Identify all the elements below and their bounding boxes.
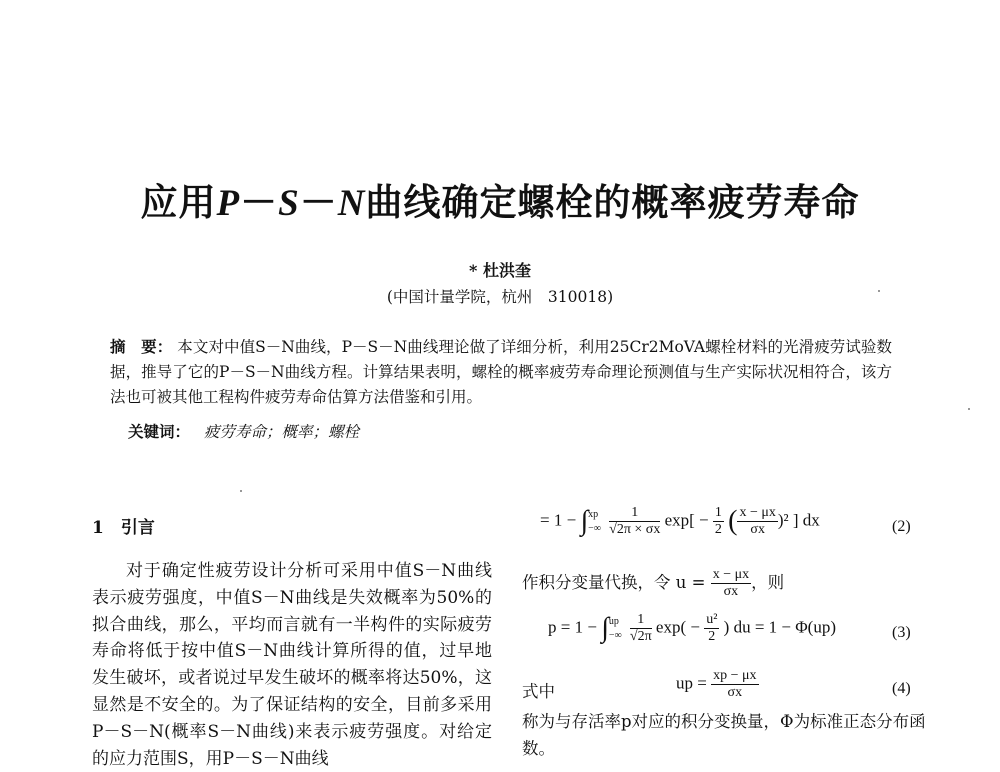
- eq3-lead: p = 1 −: [548, 617, 597, 637]
- subst-num: x − μx: [712, 567, 750, 582]
- eq2-lower: −∞: [588, 522, 601, 534]
- scan-speck: [878, 290, 880, 292]
- eq3-u-num: u²: [706, 612, 718, 627]
- eq4-frac: [711, 668, 758, 701]
- abstract-label: 摘 要：: [110, 337, 173, 356]
- eq2-half-den: 2: [714, 522, 722, 537]
- equation-2: [540, 505, 820, 538]
- subst-pre: 作积分变量代换，令 u =: [522, 573, 706, 592]
- eq2-inner-den: σx: [750, 522, 765, 537]
- equation-3: [548, 612, 836, 645]
- eq4-den: σx: [727, 685, 743, 700]
- title-dash-2: －: [299, 180, 338, 224]
- eq2-lead: = 1 −: [540, 510, 577, 530]
- eq2-inner: [737, 505, 777, 538]
- right-paragraph: 称为与存活率p对应的积分变换量，Φ为标准正态分布函数。: [522, 712, 926, 758]
- author: * 杜洪奎: [469, 261, 531, 280]
- eq4-lhs: up =: [676, 673, 707, 693]
- title-dash-1: －: [240, 180, 279, 224]
- keywords: [128, 420, 359, 442]
- title-n: N: [337, 183, 366, 224]
- paper-title: [0, 172, 1000, 226]
- keywords-value: 疲劳寿命；概率；螺栓: [204, 423, 360, 441]
- eq3-frac: [630, 612, 652, 645]
- title-p: P: [216, 183, 241, 224]
- integral-sign-icon: ∫: [580, 505, 589, 537]
- eq2-frac: [609, 505, 660, 538]
- abstract-text: 本文对中值S－N曲线，P－S－N曲线理论做了详细分析，利用25Cr2MoVA螺栓材料的光滑疲劳试验数据，推导了它的P－S－N曲线方程。计算结果表明，螺栓的概率疲劳寿命理论预测值与生产实际状况相符合，该方法也可被其他工程构件疲劳寿命估算方法借鉴和引用。: [110, 338, 892, 406]
- eq3-frac-num: 1: [630, 612, 652, 629]
- affiliation: (中国计量学院，杭州 310018): [386, 288, 614, 306]
- eq2-exp-post: )² ] dx: [777, 510, 820, 530]
- eq2-frac-num: 1: [609, 505, 660, 522]
- substitution-line: [522, 567, 784, 600]
- eq3-exp-post: ) du = 1 − Φ(up): [723, 617, 836, 637]
- eq2-inner-num: x − μx: [739, 505, 776, 520]
- equation-4: [676, 668, 759, 701]
- title-post: 曲线确定螺栓的概率疲劳寿命: [365, 180, 860, 224]
- eq3-exp-pre: exp( −: [655, 617, 700, 637]
- eq3-limits: [609, 615, 622, 643]
- abstract: [110, 334, 892, 410]
- eq4-num: xp − μx: [713, 668, 757, 683]
- title-pre: 应用: [140, 180, 217, 224]
- eq4-number: (4): [892, 680, 911, 697]
- eq3-upper: up: [608, 615, 619, 627]
- subst-den: σx: [723, 584, 739, 599]
- integral-sign-icon: ∫: [601, 612, 609, 644]
- section-paragraph: 对于确定性疲劳设计分析可采用中值S－N曲线表示疲劳强度，中值S－N曲线是失效概率为50%的拟合曲线，那么，平均而言就有一半构件的实际疲劳寿命将低于按中值S－N曲线计算所得的值，过早地发生破坏，或者说过早发生破坏的概率将达50%，这显然是不安全的。为了保证结构的安全，目前多采用P－S－N(概率S－N曲线)来表示疲劳强度。对给定的应力范围S，用P－S－N曲线: [92, 561, 492, 769]
- eq3-lower: −∞: [608, 629, 622, 641]
- subst-frac: [711, 567, 751, 600]
- eq3-frac-den: √2π: [629, 629, 652, 644]
- scan-speck: [968, 408, 970, 410]
- section-body: [92, 558, 492, 772]
- eq3-number: (3): [892, 624, 911, 641]
- eq4-label: 式中: [522, 682, 555, 701]
- eq2-paren-open: (: [728, 505, 738, 537]
- eq3-u-den: 2: [708, 629, 716, 644]
- title-s: S: [278, 183, 300, 224]
- eq2-half: [713, 505, 724, 538]
- eq2-upper: xp: [588, 508, 599, 520]
- eq2-half-num: 1: [714, 505, 722, 520]
- scan-speck: [240, 490, 242, 492]
- section-heading: 1 引言: [92, 518, 155, 538]
- eq2-frac-den: √2π × σx: [609, 522, 661, 537]
- eq3-u: [704, 612, 719, 645]
- keywords-label: 关键词：: [128, 422, 191, 441]
- subst-post: ，则: [751, 573, 785, 592]
- eq2-number: (2): [892, 518, 911, 535]
- eq2-limits: [588, 508, 601, 536]
- eq2-exp-pre: exp[ −: [664, 510, 709, 530]
